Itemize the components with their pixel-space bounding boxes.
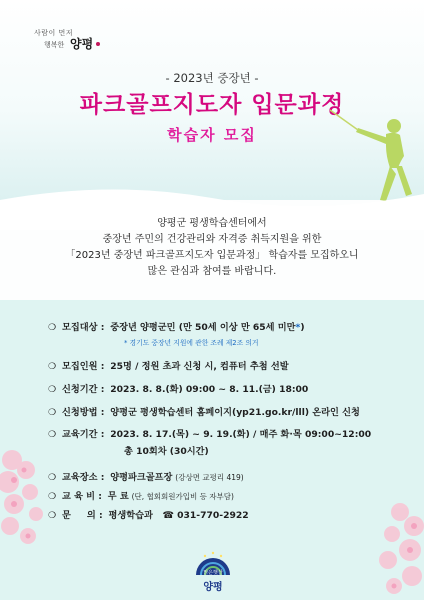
info-close: ) [300,322,305,333]
info-value: 2023. 8. 8.(화) 09:00 ~ 8. 11.(금) 18:00 [110,384,309,395]
yangpyeong-logo [30,26,100,56]
info-value: 중장년 양평군민 (만 50세 이상 만 65세 미만 [110,322,296,333]
info-apply-method [48,404,360,418]
info-edu-period [48,426,371,440]
footer-logo-name: 양평 [203,582,223,593]
bullet-icon: ❍ [48,385,57,395]
intro-line-2: 중장년 주민의 건강관리와 자격증 취득지원을 위한 [102,234,322,245]
info-value: 양평파크골프장 [110,472,173,483]
info-star: * [295,322,301,333]
info-contact [48,507,249,521]
logo-name: 양평 [70,37,94,51]
bullet-icon: ❍ [48,473,57,483]
cherry-blossom-right-icon [354,496,424,600]
intro-line-3: 「2023년 중장년 파크골프지도자 입문과정」 학습자를 모집하오니 [65,250,359,261]
footer-logo-small: 맑은햇살 [203,570,223,576]
bullet-icon: ❍ [48,408,57,418]
info-value: 평생학습과 ☎ 031-770-2922 [108,510,249,521]
info-sub: (단, 협회회원가입비 등 자부담) [131,492,234,501]
info-value: 양평군 평생학습센터 홈페이지(yp21.go.kr/lll) 온라인 신청 [110,407,360,418]
info-value: 2023. 8. 17.(목) ~ 9. 19.(화) / 매주 화·목 09:00~12:00 [110,429,372,440]
info-sub: (강상면 교평리 419) [175,473,244,482]
bullet-icon: ❍ [48,511,57,521]
info-place [48,469,244,483]
info-value: 25명 / 정원 초과 신청 시, 컴퓨터 추첨 선발 [110,361,289,372]
logo-line2: 행복한 [44,41,65,49]
info-value: 무 료 [107,491,129,502]
cherry-blossom-left-icon [0,440,70,560]
intro-line-4: 많은 관심과 참여를 바랍니다. [147,266,277,277]
edu-period-total: 총 10회차 (30시간) [124,446,209,457]
info-fee [48,488,234,502]
info-key: 모집인원 : [62,361,105,372]
info-key: 교육장소 : [62,472,105,483]
info-target [48,319,305,333]
info-key: 신청방법 : [62,407,105,418]
logo-dot-icon [96,42,100,46]
bullet-icon: ❍ [48,362,57,372]
footer-logo [186,548,240,594]
info-people [48,358,289,372]
info-key: 신청기간 : [62,384,105,395]
page-subtitle: 학습자 모집 [167,126,257,144]
info-key: 문 의 : [62,510,103,521]
intro-text [0,216,424,280]
bullet-icon: ❍ [48,430,57,440]
info-key: 교육기간 : [62,429,105,440]
bullet-icon: ❍ [48,492,57,502]
bullet-icon: ❍ [48,323,57,333]
subtitle: - 2023년 중장년 - [165,71,259,85]
info-key: 모집대상 : [62,322,105,333]
intro-line-1: 양평군 평생학습센터에서 [157,218,267,229]
page-title: 파크골프지도자 입문과정 [79,92,345,118]
logo-line1: 사람이 먼저 [34,29,74,37]
info-key: 교 육 비 : [62,491,102,502]
target-note: * 경기도 중장년 지원에 관한 조례 제2조 의거 [124,339,259,347]
info-apply-period [48,381,308,395]
